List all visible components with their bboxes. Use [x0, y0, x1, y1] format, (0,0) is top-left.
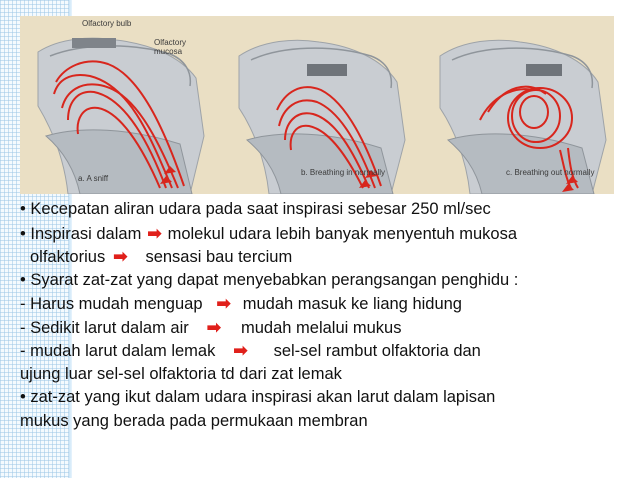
bullet-olfactory-continuation	[20, 245, 620, 269]
requirement-water-soluble	[20, 316, 620, 340]
deep-inspiration-text: • Inspirasi dalam	[20, 224, 142, 243]
arrow-right-icon: ➡	[147, 223, 162, 243]
volatile-result: mudah masuk ke liang hidung	[242, 295, 462, 313]
panel-c-caption: c. Breathing out normally	[506, 168, 595, 177]
arrow-right-icon: ➡	[233, 341, 248, 360]
bullet-airflow-rate: • Kecepatan aliran udara pada saat inspirasi sebesar 250 ml/sec	[20, 200, 491, 218]
requirement-volatile	[20, 292, 620, 316]
slide-body-text	[20, 198, 620, 433]
requirement-fat-soluble	[20, 339, 620, 363]
olfactory-text: olfaktorius	[30, 248, 106, 266]
nasal-airflow-figure	[20, 16, 614, 194]
olfactory-bulb-label: Olfactory bulb	[82, 19, 132, 28]
arrow-right-icon: ➡	[216, 294, 231, 313]
deep-inspiration-result: molekul udara lebih banyak menyentuh mukosa	[167, 224, 518, 243]
panel-a-caption: a. A sniff	[78, 174, 109, 183]
panel-a-sniff	[20, 16, 216, 194]
panel-c-breathing-out	[418, 16, 614, 194]
volatile-text: - Harus mudah menguap	[20, 295, 203, 313]
olfactory-mucosa-label-line1: Olfactory	[154, 38, 187, 47]
bullet-deep-inspiration	[20, 222, 620, 246]
olfactory-mucosa-label-line2: mucosa	[154, 47, 183, 56]
bullet-dissolve-in-mucus: • zat-zat yang ikut dalam udara inspirasi akan larut dalam lapisan	[20, 388, 496, 406]
smell-sensation-text: sensasi bau tercium	[145, 248, 293, 266]
fat-soluble-text: - mudah larut dalam lemak	[20, 342, 216, 360]
water-soluble-text: - Sedikit larut dalam air	[20, 318, 189, 337]
arrow-right-icon: ➡	[113, 247, 128, 266]
panel-a-illustration	[20, 16, 216, 194]
fat-soluble-continuation: ujung luar sel-sel olfaktoria td dari zat lemak	[20, 364, 342, 383]
fat-soluble-result: sel-sel rambut olfaktoria dan	[273, 342, 481, 360]
arrow-right-icon: ➡	[206, 317, 221, 337]
bullet-requirements-heading: • Syarat zat-zat yang dapat menyebabkan perangsangan penghidu :	[20, 270, 519, 289]
dissolve-in-mucus-continuation: mukus yang berada pada permukaan membran	[20, 411, 368, 430]
water-soluble-result: mudah melalui mukus	[240, 318, 402, 337]
panel-b-caption: b. Breathing in normally	[301, 168, 386, 177]
panel-b-breathing-in	[219, 16, 415, 194]
